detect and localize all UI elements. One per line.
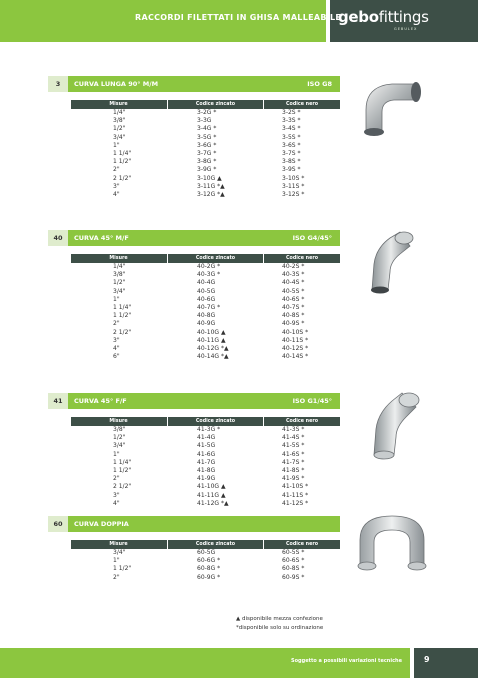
fittings-table <box>71 540 340 582</box>
zinc-code-cell: 60-5G <box>197 549 216 556</box>
size-cell: 2" <box>113 320 120 328</box>
section-number: 60 <box>48 516 68 532</box>
size-cell: 2 1/2" <box>113 483 132 491</box>
column-zinc-header: Codice zincato <box>167 540 263 549</box>
black-code-cell: 60-6S * <box>282 557 305 565</box>
black-code-cell: 40-11S * <box>282 336 309 344</box>
size-cell: 1" <box>113 450 120 458</box>
size-cell: 1" <box>113 141 120 149</box>
size-cell: 1 1/4" <box>113 303 132 311</box>
section-41 <box>48 393 340 507</box>
black-code-cell: 3-4S * <box>282 125 301 133</box>
zinc-code-cell: 3-3G <box>197 117 212 125</box>
legend-half-pack: ▲ disponibile mezza confezione <box>236 616 323 622</box>
zinc-code-cell: 41-6G <box>197 450 216 458</box>
table-row <box>71 150 340 158</box>
size-cell: 6" <box>113 353 120 361</box>
size-cell: 3/8" <box>113 271 126 279</box>
fittings-table <box>71 417 340 508</box>
section-iso: ISO G1/45° <box>292 397 332 405</box>
size-cell: 2" <box>113 166 120 174</box>
table-row <box>71 320 340 328</box>
zinc-code-cell: 40-2G * <box>197 263 221 270</box>
zinc-code-cell: 40-3G * <box>197 271 221 279</box>
table-row <box>71 175 340 183</box>
size-cell: 1" <box>113 295 120 303</box>
black-code-cell: 40-10S * <box>282 328 309 336</box>
zinc-code-cell: 60-6G * <box>197 557 221 565</box>
table-row <box>71 451 340 459</box>
section-iso: ISO G8 <box>307 80 332 88</box>
section-title-bar <box>48 393 340 409</box>
page-header <box>0 0 478 42</box>
zinc-code-cell: 41-7G <box>197 458 216 466</box>
table-row <box>71 565 340 573</box>
section-40 <box>48 230 340 361</box>
column-zinc-header: Codice zincato <box>167 100 263 109</box>
size-cell: 1 1/2" <box>113 565 132 573</box>
table-row <box>71 134 340 142</box>
section-3 <box>48 76 340 198</box>
black-code-cell: 3-12S * <box>282 190 305 198</box>
zinc-code-cell: 40-10G ▲ <box>197 328 226 336</box>
size-cell: 1 1/4" <box>113 458 132 466</box>
table-row <box>71 109 340 117</box>
black-code-cell: 3-5S * <box>282 133 301 141</box>
size-cell: 2" <box>113 573 120 581</box>
table-row <box>71 345 340 353</box>
black-code-cell: 3-10S * <box>282 174 305 182</box>
zinc-code-cell: 41-12G *▲ <box>197 499 229 507</box>
section-number: 3 <box>48 76 68 92</box>
table-row <box>71 288 340 296</box>
table-row <box>71 467 340 475</box>
long-bend-90-fitting-image <box>352 70 426 138</box>
zinc-code-cell: 3-9G * <box>197 166 217 174</box>
zinc-code-cell: 3-12G *▲ <box>197 190 225 198</box>
table-row <box>71 263 340 271</box>
size-cell: 1/2" <box>113 434 126 442</box>
column-size-header: Misure <box>109 256 128 261</box>
table-row <box>71 353 340 361</box>
black-code-cell: 3-7S * <box>282 149 301 157</box>
bend-45-mf-fitting-image <box>364 226 414 296</box>
black-code-cell: 41-3S * <box>282 426 305 433</box>
size-cell: 4" <box>113 499 120 507</box>
size-cell: 3/8" <box>113 117 126 125</box>
logo-tagline: GEBULEX <box>394 27 418 31</box>
black-code-cell: 60-5S * <box>282 549 305 556</box>
size-cell: 3/8" <box>113 426 126 433</box>
table-row <box>71 158 340 166</box>
zinc-code-cell: 60-8G * <box>197 565 221 573</box>
black-code-cell: 41-4S * <box>282 434 305 442</box>
column-size-header: Misure <box>109 542 128 547</box>
table-row <box>71 304 340 312</box>
size-cell: 1 1/4" <box>113 149 132 157</box>
table-row <box>71 329 340 337</box>
zinc-code-cell: 3-7G * <box>197 149 217 157</box>
size-cell: 3" <box>113 336 120 344</box>
black-code-cell: 41-12S * <box>282 499 309 507</box>
zinc-code-cell: 40-7G * <box>197 303 221 311</box>
size-cell: 4" <box>113 190 120 198</box>
table-row <box>71 426 340 434</box>
fittings-table <box>71 100 340 199</box>
black-code-cell: 41-8S * <box>282 466 305 474</box>
zinc-code-cell: 40-14G *▲ <box>197 353 229 361</box>
legend <box>236 615 323 633</box>
section-title-bar <box>48 516 340 532</box>
zinc-code-cell: 40-9G <box>197 320 216 328</box>
section-60 <box>48 516 340 581</box>
zinc-code-cell: 41-8G <box>197 466 216 474</box>
column-size-header: Misure <box>109 419 128 424</box>
table-row <box>71 142 340 150</box>
gebo-logo <box>338 7 429 31</box>
zinc-code-cell: 41-3G * <box>197 426 221 433</box>
black-code-cell: 41-6S * <box>282 450 305 458</box>
zinc-code-cell: 3-8G * <box>197 158 217 166</box>
table-row <box>71 279 340 287</box>
size-cell: 2 1/2" <box>113 328 132 336</box>
section-name: CURVA 45° F/F <box>74 397 127 405</box>
zinc-code-cell: 40-6G <box>197 295 216 303</box>
table-row <box>71 271 340 279</box>
zinc-code-cell: 3-6G * <box>197 141 217 149</box>
size-cell: 1" <box>113 557 120 565</box>
zinc-code-cell: 41-9G <box>197 475 216 483</box>
black-code-cell: 40-6S * <box>282 295 305 303</box>
zinc-code-cell: 41-10G ▲ <box>197 483 226 491</box>
zinc-code-cell: 3-5G * <box>197 133 217 141</box>
table-header <box>71 100 340 109</box>
table-row <box>71 191 340 199</box>
size-cell: 3/4" <box>113 549 126 556</box>
size-cell: 3/4" <box>113 133 126 141</box>
black-code-cell: 41-11S * <box>282 491 309 499</box>
table-header <box>71 417 340 426</box>
zinc-code-cell: 40-12G *▲ <box>197 344 229 352</box>
table-row <box>71 492 340 500</box>
zinc-code-cell: 3-10G ▲ <box>197 174 222 182</box>
section-iso: ISO G4/45° <box>292 234 332 242</box>
black-code-cell: 40-14S * <box>282 353 309 361</box>
zinc-code-cell: 40-4G <box>197 279 216 287</box>
section-title-bar <box>48 230 340 246</box>
table-row <box>71 434 340 442</box>
table-row <box>71 500 340 508</box>
black-code-cell: 41-9S * <box>282 475 305 483</box>
legend-on-order: *disponibile solo su ordinazione <box>236 625 324 631</box>
table-row <box>71 166 340 174</box>
section-number: 40 <box>48 230 68 246</box>
size-cell: 3" <box>113 491 120 499</box>
size-cell: 2 1/2" <box>113 174 132 182</box>
size-cell: 1/4" <box>113 109 126 116</box>
page-title: RACCORDI FILETTATI IN GHISA MALLEABILE <box>135 13 342 22</box>
size-cell: 3/4" <box>113 287 126 295</box>
logo-part2: fittings <box>378 8 429 26</box>
black-code-cell: 40-9S * <box>282 320 305 328</box>
double-bend-fitting-image <box>354 510 430 572</box>
table-row <box>71 337 340 345</box>
table-row <box>71 125 340 133</box>
table-row <box>71 557 340 565</box>
black-code-cell: 41-7S * <box>282 458 305 466</box>
table-header <box>71 254 340 263</box>
size-cell: 1 1/2" <box>113 158 132 166</box>
column-black-header: Codice nero <box>263 254 340 263</box>
black-code-cell: 40-12S * <box>282 344 309 352</box>
size-cell: 2" <box>113 475 120 483</box>
black-code-cell: 3-11S * <box>282 182 305 190</box>
section-name: CURVA 45° M/F <box>74 234 129 242</box>
column-black-header: Codice nero <box>263 417 340 426</box>
zinc-code-cell: 3-11G *▲ <box>197 182 225 190</box>
table-row <box>71 117 340 125</box>
black-code-cell: 3-3S * <box>282 117 301 125</box>
black-code-cell: 3-8S * <box>282 158 301 166</box>
table-row <box>71 549 340 557</box>
black-code-cell: 40-7S * <box>282 303 305 311</box>
logo-part1: gebo <box>338 8 379 26</box>
black-code-cell: 40-4S * <box>282 279 305 287</box>
bend-45-ff-fitting-image <box>368 387 420 461</box>
size-cell: 4" <box>113 344 120 352</box>
size-cell: 3/4" <box>113 442 126 450</box>
column-zinc-header: Codice zincato <box>167 417 263 426</box>
zinc-code-cell: 60-9G * <box>197 573 221 581</box>
size-cell: 1/4" <box>113 263 126 270</box>
size-cell: 1/2" <box>113 279 126 287</box>
table-row <box>71 442 340 450</box>
footer-note: Soggetto a possibili variazioni tecniche <box>291 658 402 664</box>
zinc-code-cell: 41-5G <box>197 442 216 450</box>
page-number: 9 <box>424 655 430 664</box>
table-row <box>71 574 340 582</box>
size-cell: 1 1/2" <box>113 466 132 474</box>
column-black-header: Codice nero <box>263 100 340 109</box>
table-row <box>71 483 340 491</box>
table-row <box>71 296 340 304</box>
column-zinc-header: Codice zincato <box>167 254 263 263</box>
black-code-cell: 3-9S * <box>282 166 301 174</box>
black-code-cell: 41-10S * <box>282 483 309 491</box>
black-code-cell: 3-6S * <box>282 141 301 149</box>
black-code-cell: 40-8S * <box>282 312 305 320</box>
zinc-code-cell: 40-5G <box>197 287 216 295</box>
table-row <box>71 459 340 467</box>
size-cell: 1/2" <box>113 125 126 133</box>
zinc-code-cell: 3-4G * <box>197 125 217 133</box>
section-number: 41 <box>48 393 68 409</box>
black-code-cell: 40-2S * <box>282 263 305 270</box>
zinc-code-cell: 3-2G * <box>197 109 217 116</box>
size-cell: 3" <box>113 182 120 190</box>
zinc-code-cell: 41-4G <box>197 434 216 442</box>
zinc-code-cell: 41-11G ▲ <box>197 491 226 499</box>
zinc-code-cell: 40-11G ▲ <box>197 336 226 344</box>
column-black-header: Codice nero <box>263 540 340 549</box>
table-header <box>71 540 340 549</box>
fittings-table <box>71 254 340 361</box>
table-row <box>71 312 340 320</box>
black-code-cell: 41-5S * <box>282 442 305 450</box>
black-code-cell: 3-2S * <box>282 109 301 116</box>
black-code-cell: 40-5S * <box>282 287 305 295</box>
column-size-header: Misure <box>109 102 128 107</box>
black-code-cell: 40-3S * <box>282 271 305 279</box>
table-row <box>71 475 340 483</box>
black-code-cell: 60-9S * <box>282 573 305 581</box>
section-title-bar <box>48 76 340 92</box>
table-row <box>71 183 340 191</box>
black-code-cell: 60-8S * <box>282 565 305 573</box>
section-name: CURVA LUNGA 90° M/M <box>74 80 159 88</box>
zinc-code-cell: 40-8G <box>197 312 216 320</box>
size-cell: 1 1/2" <box>113 312 132 320</box>
section-name: CURVA DOPPIA <box>74 520 129 528</box>
